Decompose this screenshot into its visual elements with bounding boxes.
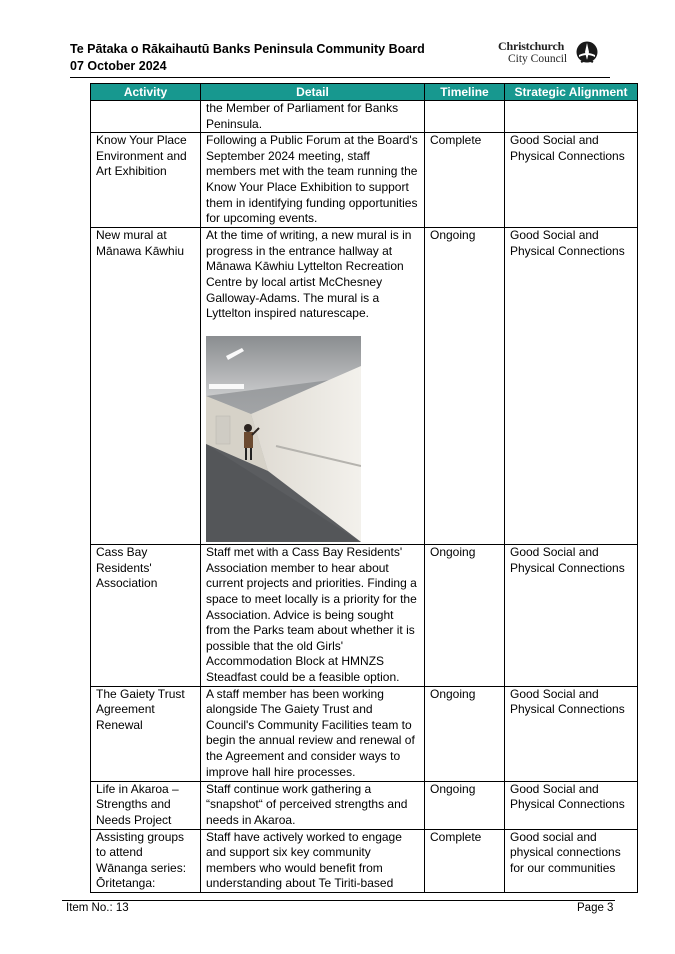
detail-cell: Staff met with a Cass Bay Residents' Association member to hear about current projects and priorities. Finding a space to meet locally is a priority for the Association. Advice is being sought from the Parks team about whether it is possible that the old Girls' Accommodation Block at HMNZS Steadfast could be a feasible option.: [201, 545, 425, 686]
table-row: [91, 829, 638, 892]
timeline-cell: Ongoing: [425, 228, 505, 545]
column-header-activity: Activity: [91, 84, 201, 101]
table-row: [91, 101, 638, 133]
footer-rule: [62, 900, 615, 901]
timeline-cell: Ongoing: [425, 686, 505, 781]
column-header-detail: Detail: [201, 84, 425, 101]
alignment-cell: Good Social and Physical Connections: [505, 545, 638, 686]
alignment-cell: Good Social and Physical Connections: [505, 133, 638, 228]
table-row: [91, 133, 638, 228]
council-logo: [498, 40, 603, 68]
activity-table: [90, 83, 638, 893]
detail-cell: [201, 228, 425, 545]
document-header: [70, 41, 425, 75]
logo-line2: City Council: [508, 53, 568, 65]
table-header-row: [91, 84, 638, 101]
table-row: [91, 228, 638, 545]
activity-cell: Cass Bay Residents' Association: [91, 545, 201, 686]
activity-cell: [91, 101, 201, 133]
meeting-date: 07 October 2024: [70, 59, 167, 73]
header-rule: [70, 77, 610, 78]
activity-cell: Know Your Place Environment and Art Exhibition: [91, 133, 201, 228]
column-header-strategic-alignment: Strategic Alignment: [505, 84, 638, 101]
activity-cell: New mural at Mānawa Kāwhiu: [91, 228, 201, 545]
timeline-cell: Complete: [425, 133, 505, 228]
cathedral-emblem-icon: [576, 40, 598, 66]
alignment-cell: Good social and physical connections for our communities: [505, 829, 638, 892]
timeline-cell: Ongoing: [425, 781, 505, 829]
alignment-cell: [505, 101, 638, 133]
activity-cell: Life in Akaroa – Strengths and Needs Project: [91, 781, 201, 829]
table-row: [91, 686, 638, 781]
board-name: Te Pātaka o Rākaihautū Banks Peninsula Community Board: [70, 42, 425, 56]
table-row: [91, 545, 638, 686]
detail-cell: A staff member has been working alongside The Gaiety Trust and Council's Community Facilities team to begin the annual review and renewal of the Agreement and consider ways to improve hall hire processes.: [201, 686, 425, 781]
detail-cell: Staff have actively worked to engage and support six key community members who would benefit from understanding about Te Tiriti-based: [201, 829, 425, 892]
column-header-timeline: Timeline: [425, 84, 505, 101]
timeline-cell: Complete: [425, 829, 505, 892]
logo-line1: Christchurch: [498, 39, 565, 53]
detail-cell: Staff continue work gathering a “snapshot“ of perceived strengths and needs in Akaroa.: [201, 781, 425, 829]
alignment-cell: Good Social and Physical Connections: [505, 686, 638, 781]
page-number: Page 3: [577, 902, 614, 914]
logo-text: [498, 40, 567, 65]
mural-photo: [206, 336, 361, 542]
activity-cell: The Gaiety Trust Agreement Renewal: [91, 686, 201, 781]
activity-cell: Assisting groups to attend Wānanga series: Ōritetanga:: [91, 829, 201, 892]
alignment-cell: Good Social and Physical Connections: [505, 228, 638, 545]
detail-text: At the time of writing, a new mural is in progress in the entrance hallway at Mānawa Kāwhiu Lyttelton Recreation Centre by local artist McChesney Galloway-Adams. The mural is a Lyttelton inspired naturescape.: [206, 228, 412, 321]
item-number: Item No.: 13: [66, 902, 129, 914]
detail-cell: the Member of Parliament for Banks Peninsula.: [201, 101, 425, 133]
detail-cell: Following a Public Forum at the Board's September 2024 meeting, staff members met with the team running the Know Your Place Exhibition to support them in identifying funding opportunities for upcoming events.: [201, 133, 425, 228]
timeline-cell: Ongoing: [425, 545, 505, 686]
timeline-cell: [425, 101, 505, 133]
table-row: [91, 781, 638, 829]
alignment-cell: Good Social and Physical Connections: [505, 781, 638, 829]
